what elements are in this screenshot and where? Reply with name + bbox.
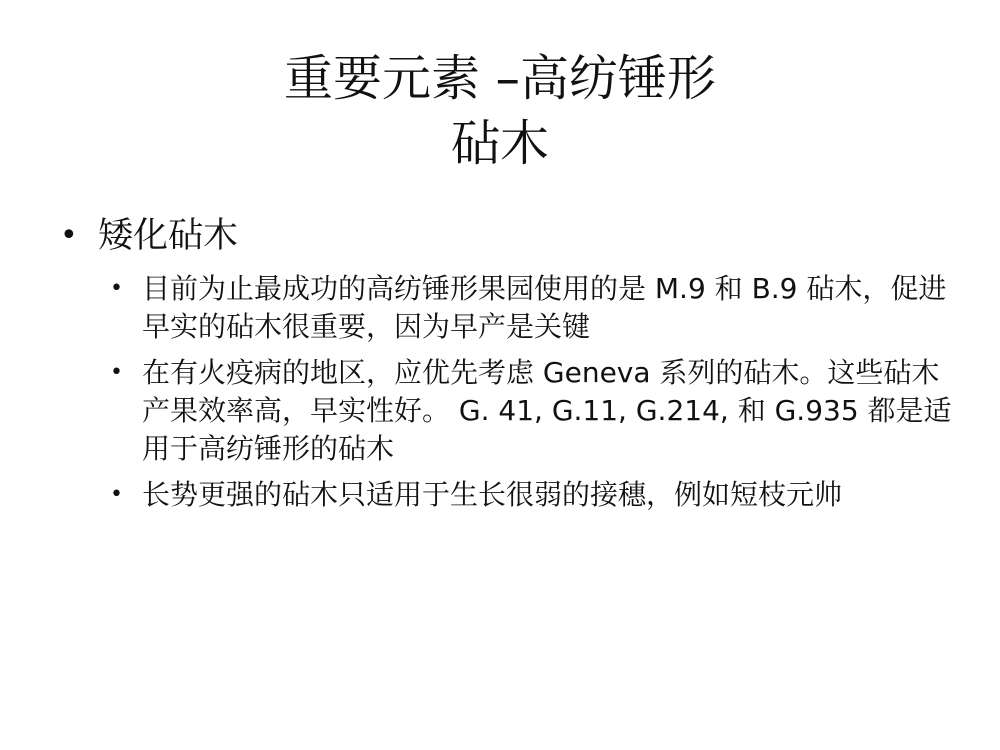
level2-bullet-text-1: 目前为止最成功的高纺锤形果园使用的是 M.9 和 B.9 砧木，促进早实的砧木很重要，因为早产是关键: [142, 272, 947, 343]
slide-title: [120, 46, 880, 176]
bullet-dot-icon: •: [110, 360, 123, 385]
bullet-dot-icon: •: [110, 276, 123, 301]
level2-bullet-list: [110, 270, 960, 522]
level1-bullet-text: 矮化砧木: [98, 216, 239, 256]
bullet-dot-icon: •: [60, 218, 78, 253]
slide-title-line-1: 重要元素 –高纺锤形: [283, 50, 717, 107]
level2-bullet-item-2: [110, 354, 960, 468]
level2-bullet-text-2: 在有火疫病的地区，应优先考虑 Geneva 系列的砧木。这些砧木产果效率高，早实性好。 G. 41, G.11, G.214, 和 G.935 都是适用于高纺锤形的砧木: [142, 356, 952, 465]
level1-bullet-item: [60, 210, 940, 262]
slide-title-line-2: 砧木: [450, 115, 549, 172]
bullet-dot-icon: •: [110, 482, 123, 507]
level2-bullet-item-3: [110, 476, 960, 514]
level2-bullet-text-3: 长势更强的砧木只适用于生长很弱的接穗，例如短枝元帅: [142, 478, 843, 511]
level2-bullet-item-1: [110, 270, 960, 346]
